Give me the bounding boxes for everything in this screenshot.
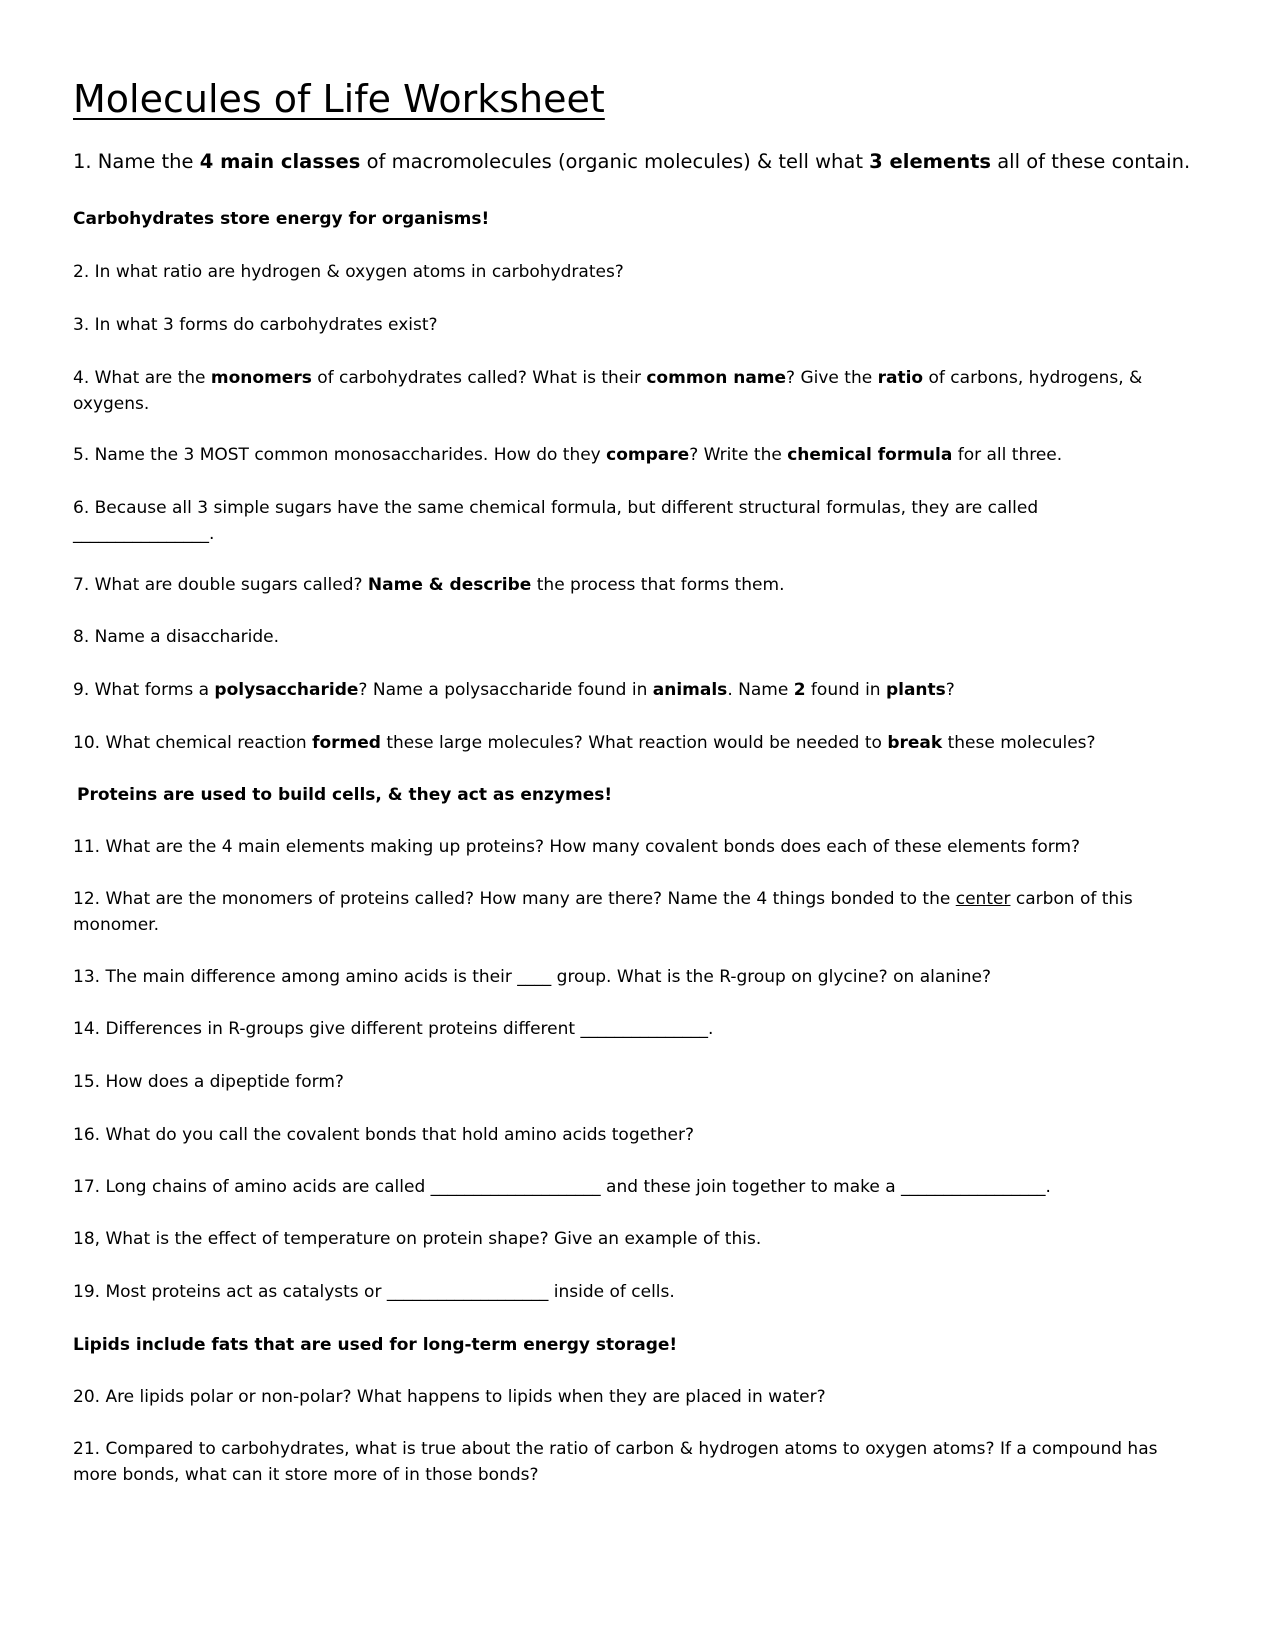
question-1 [73, 148, 1203, 176]
q9-bold-2: animals [652, 680, 728, 700]
q4-text-2: of carbohydrates called? What is their [311, 368, 647, 388]
question-5 [73, 442, 1203, 468]
q9-text-5: ? [945, 680, 955, 700]
q1-text-2: of macromolecules (organic molecules) & tell what [360, 150, 870, 173]
q12-text-1: 12. What are the monomers of proteins called? How many are there? Name the 4 things bonded to the [73, 889, 956, 909]
q9-text-1: 9. What forms a [73, 680, 215, 700]
question-13: 13. The main difference among amino acids is their ____ group. What is the R-group on glycine? on alanine? [73, 967, 991, 987]
q5-text-1: 5. Name the 3 MOST common monosaccharides. How do they [73, 445, 607, 465]
question-2: 2. In what ratio are hydrogen & oxygen atoms in carbohydrates? [73, 262, 624, 282]
q10-text-3: these molecules? [942, 733, 1096, 753]
q7-bold-1: Name & describe [367, 575, 532, 595]
q7-text-1: 7. What are double sugars called? [73, 575, 368, 595]
question-4 [73, 365, 1203, 417]
q12-underlined: center [955, 889, 1011, 909]
q4-bold-3: ratio [877, 368, 924, 388]
q9-bold-3: 2 [793, 680, 806, 700]
q10-text-1: 10. What chemical reaction [73, 733, 313, 753]
q4-text-4: of carbons, hydrogens, & oxygens. [73, 368, 1143, 414]
question-16: 16. What do you call the covalent bonds that hold amino acids together? [73, 1125, 694, 1145]
question-7 [73, 572, 1203, 598]
q4-text-1: 4. What are the [73, 368, 211, 388]
question-8: 8. Name a disaccharide. [73, 627, 280, 647]
question-9 [73, 677, 1203, 703]
q7-text-2: the process that forms them. [531, 575, 785, 595]
q5-bold-2: chemical formula [787, 445, 953, 465]
q9-bold-4: plants [885, 680, 946, 700]
question-14: 14. Differences in R-groups give different proteins different _______________. [73, 1019, 714, 1039]
question-3: 3. In what 3 forms do carbohydrates exist? [73, 315, 438, 335]
question-11: 11. What are the 4 main elements making up proteins? How many covalent bonds does each of these elements form? [73, 837, 1081, 857]
q1-text-1: 1. Name the [73, 150, 200, 173]
q4-bold-2: common name [646, 368, 787, 388]
question-20: 20. Are lipids polar or non-polar? What happens to lipids when they are placed in water? [73, 1387, 826, 1407]
q10-text-2: these large molecules? What reaction would be needed to [380, 733, 888, 753]
page-title: Molecules of Life Worksheet [73, 77, 605, 121]
section-heading-carbohydrates: Carbohydrates store energy for organisms! [73, 209, 490, 229]
q9-text-3: . Name [727, 680, 794, 700]
question-17: 17. Long chains of amino acids are called ____________________ and these join together to make a _________________. [73, 1177, 1051, 1197]
q4-text-3: ? Give the [786, 368, 878, 388]
question-19: 19. Most proteins act as catalysts or ___________________ inside of cells. [73, 1282, 675, 1302]
question-15: 15. How does a dipeptide form? [73, 1072, 344, 1092]
q6-blank: ________________. [73, 524, 215, 544]
section-heading-proteins: Proteins are used to build cells, & they act as enzymes! [77, 785, 613, 805]
q5-text-3: for all three. [952, 445, 1063, 465]
q9-text-2: ? Name a polysaccharide found in [358, 680, 653, 700]
q5-bold-1: compare [606, 445, 690, 465]
question-12 [73, 886, 1203, 938]
q6-line-1: 6. Because all 3 simple sugars have the same chemical formula, but different structural formulas, they are called [73, 498, 1039, 518]
q1-bold-2: 3 elements [869, 150, 992, 173]
question-18: 18, What is the effect of temperature on protein shape? Give an example of this. [73, 1229, 762, 1249]
question-6 [73, 495, 1203, 547]
question-10 [73, 730, 1203, 756]
q5-text-2: ? Write the [689, 445, 788, 465]
question-21: 21. Compared to carbohydrates, what is true about the ratio of carbon & hydrogen atoms to oxygen atoms? If a compound has more bonds, what can it store more of in those bonds? [73, 1439, 1158, 1485]
q4-bold-1: monomers [210, 368, 312, 388]
section-heading-lipids: Lipids include fats that are used for long-term energy storage! [73, 1335, 678, 1355]
q10-bold-2: break [887, 733, 943, 753]
q12-text-2: carbon of this monomer. [73, 889, 1133, 935]
q1-bold-1: 4 main classes [199, 150, 361, 173]
q9-text-4: found in [805, 680, 886, 700]
q10-bold-1: formed [312, 733, 381, 753]
q1-text-3: all of these contain. [991, 150, 1191, 173]
q9-bold-1: polysaccharide [214, 680, 359, 700]
